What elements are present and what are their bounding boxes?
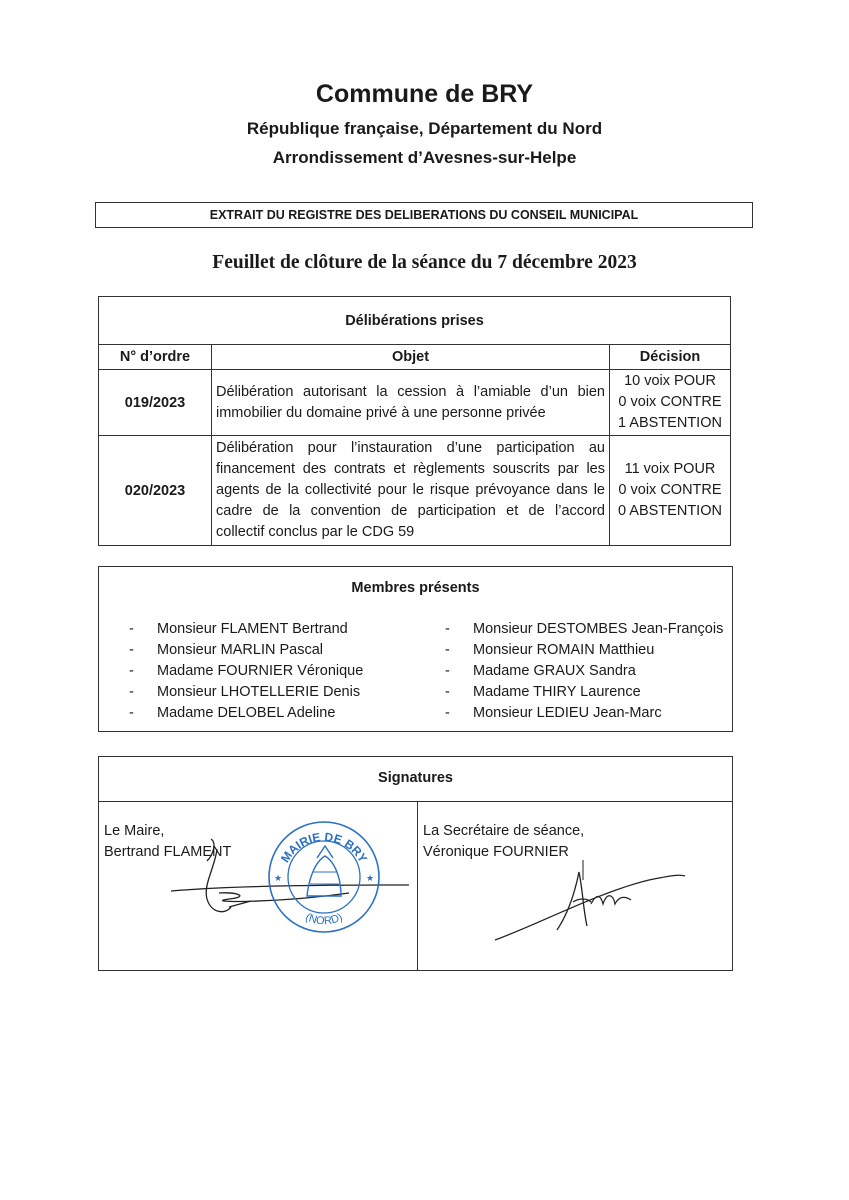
decision-against: 0 voix CONTRE	[618, 482, 722, 498]
bullet-dash: -	[445, 684, 450, 700]
bullet-dash: -	[445, 705, 450, 721]
list-item	[126, 682, 363, 703]
commune-title: Commune de BRY	[315, 80, 534, 108]
stamp-text-top: MAIRIE DE BRY	[277, 829, 371, 866]
column-header-number: N° d’ordre	[99, 345, 212, 370]
svg-text:★: ★	[274, 874, 283, 884]
member-name: Monsieur DESTOMBES Jean-François	[473, 621, 724, 637]
bullet-dash: -	[445, 642, 450, 658]
bullet-dash: -	[445, 621, 450, 637]
deliberation-object: Délibération pour l’instauration d’une participation au financement des contrats et règlements souscrits par les agents de la collectivité pour le risque prévoyance dans le cadre de la convention de participation et de l’accord collectif conclus par le CDG 59	[212, 436, 610, 546]
table-row	[99, 370, 731, 436]
mairie-stamp	[265, 818, 383, 936]
list-item	[442, 619, 723, 640]
members-section	[98, 566, 733, 732]
column-header-decision: Décision	[610, 345, 731, 370]
stamp-text-bottom: (NORD)	[303, 911, 345, 928]
signatures-section	[98, 756, 733, 971]
list-item	[126, 703, 363, 724]
secretary-role: La Secrétaire de séance,	[423, 823, 585, 839]
decision-for: 10 voix POUR	[624, 373, 716, 389]
secretary-signature	[479, 852, 709, 947]
member-name: Monsieur LHOTELLERIE Denis	[157, 684, 361, 700]
decision-abstention: 1 ABSTENTION	[618, 415, 722, 431]
list-item	[442, 682, 723, 703]
member-name: Monsieur ROMAIN Matthieu	[473, 642, 655, 658]
signatures-heading: Signatures	[99, 757, 732, 802]
deliberation-decision	[610, 436, 731, 546]
republic-department-line: République française, Département du Nord	[246, 119, 603, 138]
member-name: Madame THIRY Laurence	[473, 684, 641, 700]
member-name: Madame FOURNIER Véronique	[157, 663, 364, 679]
list-item	[126, 619, 363, 640]
extract-title: EXTRAIT DU REGISTRE DES DELIBERATIONS DU CONSEIL MUNICIPAL	[95, 202, 753, 228]
bullet-dash: -	[129, 705, 134, 721]
mayor-name: Bertrand FLAMENT	[104, 844, 232, 860]
members-list-right	[442, 619, 723, 724]
member-name: Madame GRAUX Sandra	[473, 663, 636, 679]
members-heading: Membres présents	[351, 580, 480, 596]
bullet-dash: -	[445, 663, 450, 679]
decision-against: 0 voix CONTRE	[618, 394, 722, 410]
deliberation-number: 020/2023	[99, 436, 212, 546]
column-header-object: Objet	[212, 345, 610, 370]
list-item	[126, 661, 363, 682]
bullet-dash: -	[129, 663, 134, 679]
bullet-dash: -	[129, 684, 134, 700]
list-item	[442, 703, 723, 724]
list-item	[126, 640, 363, 661]
arrondissement-line: Arrondissement d’Avesnes-sur-Helpe	[272, 148, 577, 167]
svg-text:★: ★	[366, 874, 375, 884]
member-name: Monsieur MARLIN Pascal	[157, 642, 323, 658]
deliberation-object: Délibération autorisant la cession à l’amiable d’un bien immobilier du domaine privé à une personne privée	[212, 370, 610, 436]
member-name: Monsieur LEDIEU Jean-Marc	[473, 705, 662, 721]
members-list-left	[126, 619, 363, 724]
table-row	[99, 436, 731, 546]
deliberations-heading: Délibérations prises	[99, 297, 731, 345]
deliberation-number: 019/2023	[99, 370, 212, 436]
decision-for: 11 voix POUR	[624, 461, 716, 477]
member-name: Monsieur FLAMENT Bertrand	[157, 621, 348, 637]
list-item	[442, 640, 723, 661]
bullet-dash: -	[129, 642, 134, 658]
decision-abstention: 0 ABSTENTION	[618, 503, 722, 519]
deliberation-decision	[610, 370, 731, 436]
session-title: Feuillet de clôture de la séance du 7 décembre 2023	[212, 252, 637, 273]
list-item	[442, 661, 723, 682]
deliberations-table	[98, 296, 731, 546]
secretary-name: Véronique FOURNIER	[423, 844, 569, 860]
member-name: Madame DELOBEL Adeline	[157, 705, 336, 721]
mayor-role: Le Maire,	[104, 823, 165, 839]
bullet-dash: -	[129, 621, 134, 637]
